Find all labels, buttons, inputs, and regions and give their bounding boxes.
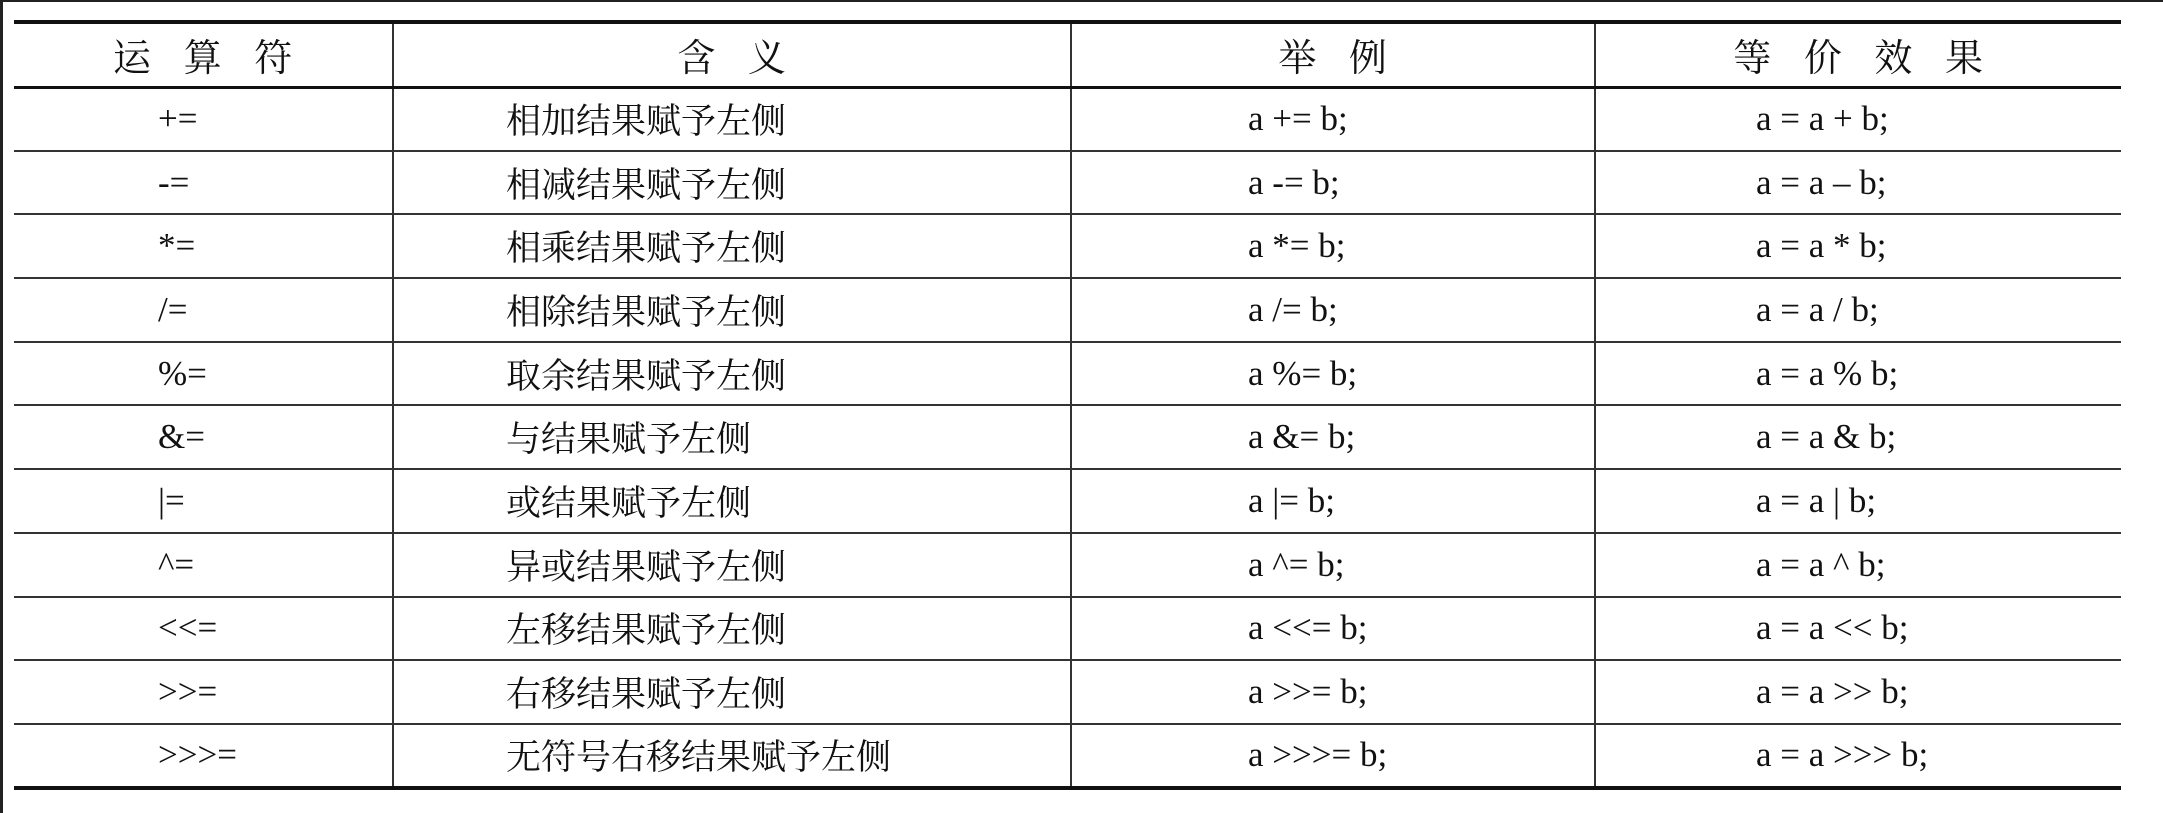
- equivalent-cell: a = a / b;: [1595, 278, 2121, 342]
- meaning-cell: 相加结果赋予左侧: [393, 87, 1071, 151]
- header-operator: 运 算 符: [14, 22, 393, 87]
- operator-cell: *=: [14, 214, 393, 278]
- operator-cell: -=: [14, 151, 393, 215]
- table-body: [14, 87, 2121, 788]
- table-row: [14, 597, 2121, 661]
- meaning-cell: 异或结果赋予左侧: [393, 533, 1071, 597]
- table-row: [14, 469, 2121, 533]
- operator-cell: <<=: [14, 597, 393, 661]
- equivalent-cell: a = a * b;: [1595, 214, 2121, 278]
- meaning-cell: 相乘结果赋予左侧: [393, 214, 1071, 278]
- table-row: [14, 278, 2121, 342]
- operator-cell: &=: [14, 405, 393, 469]
- operator-cell: %=: [14, 342, 393, 406]
- example-cell: a += b;: [1071, 87, 1595, 151]
- operator-cell: >>>=: [14, 724, 393, 788]
- table-row: [14, 214, 2121, 278]
- table-row: [14, 724, 2121, 788]
- example-cell: a &= b;: [1071, 405, 1595, 469]
- header-meaning: 含 义: [393, 22, 1071, 87]
- frame-top-edge: [0, 0, 2163, 2]
- meaning-cell: 左移结果赋予左侧: [393, 597, 1071, 661]
- meaning-cell: 或结果赋予左侧: [393, 469, 1071, 533]
- example-cell: a |= b;: [1071, 469, 1595, 533]
- meaning-cell: 相减结果赋予左侧: [393, 151, 1071, 215]
- meaning-cell: 无符号右移结果赋予左侧: [393, 724, 1071, 788]
- example-cell: a >>= b;: [1071, 660, 1595, 724]
- example-cell: a ^= b;: [1071, 533, 1595, 597]
- equivalent-cell: a = a + b;: [1595, 87, 2121, 151]
- equivalent-cell: a = a >> b;: [1595, 660, 2121, 724]
- meaning-cell: 右移结果赋予左侧: [393, 660, 1071, 724]
- meaning-cell: 相除结果赋予左侧: [393, 278, 1071, 342]
- example-cell: a >>>= b;: [1071, 724, 1595, 788]
- example-cell: a <<= b;: [1071, 597, 1595, 661]
- header-example: 举 例: [1071, 22, 1595, 87]
- equivalent-cell: a = a | b;: [1595, 469, 2121, 533]
- table-header-row: [14, 22, 2121, 87]
- equivalent-cell: a = a & b;: [1595, 405, 2121, 469]
- example-cell: a %= b;: [1071, 342, 1595, 406]
- equivalent-cell: a = a << b;: [1595, 597, 2121, 661]
- equivalent-cell: a = a % b;: [1595, 342, 2121, 406]
- assignment-operators-table: [14, 20, 2121, 790]
- example-cell: a -= b;: [1071, 151, 1595, 215]
- table-row: [14, 342, 2121, 406]
- table-row: [14, 87, 2121, 151]
- header-equivalent: 等 价 效 果: [1595, 22, 2121, 87]
- frame-left-edge: [0, 0, 3, 813]
- table-row: [14, 660, 2121, 724]
- meaning-cell: 与结果赋予左侧: [393, 405, 1071, 469]
- table-row: [14, 405, 2121, 469]
- operator-cell: /=: [14, 278, 393, 342]
- operator-cell: +=: [14, 87, 393, 151]
- operator-cell: ^=: [14, 533, 393, 597]
- equivalent-cell: a = a ^ b;: [1595, 533, 2121, 597]
- equivalent-cell: a = a – b;: [1595, 151, 2121, 215]
- operator-cell: |=: [14, 469, 393, 533]
- table-row: [14, 151, 2121, 215]
- operator-cell: >>=: [14, 660, 393, 724]
- example-cell: a *= b;: [1071, 214, 1595, 278]
- meaning-cell: 取余结果赋予左侧: [393, 342, 1071, 406]
- equivalent-cell: a = a >>> b;: [1595, 724, 2121, 788]
- table-row: [14, 533, 2121, 597]
- example-cell: a /= b;: [1071, 278, 1595, 342]
